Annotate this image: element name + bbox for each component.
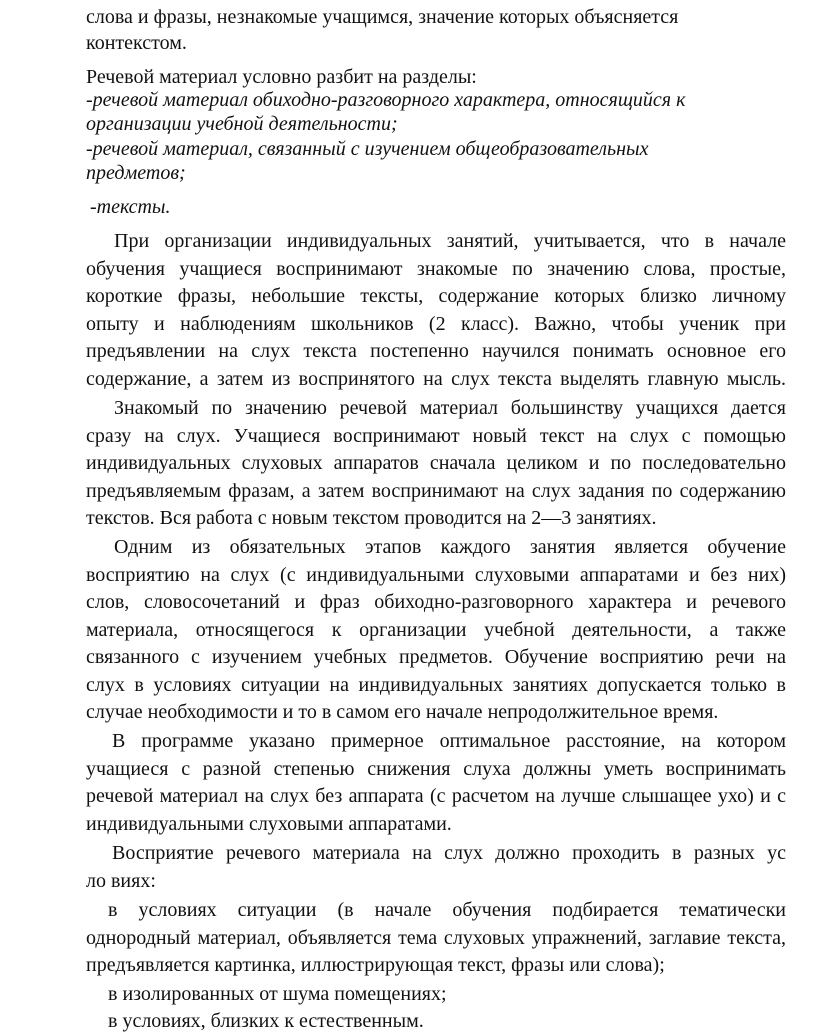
text-line: слова и фразы, незнакомые учащимся, значение которых объясняется [86,6,679,28]
text-line: опыту и наблюдениям школьников (2 класс). Важно, чтобы ученик при [86,313,786,335]
text-line: случае необходимости и то в самом его начале непродолжительное время. [86,701,719,723]
text-line: В программе указано примерное оптимальное расстояние, на котором [112,730,786,752]
text-line: содержание, а затем из воспринятого на слух текста выделять главную мысль. [86,368,786,390]
text-line: речевой материал на слух без аппарата (с расчетом на лучше слышащее ухо) и с [86,785,786,807]
text-line: ло виях: [86,870,156,892]
text-line: индивидуальных слуховых аппаратов сначала целиком и по последовательно [86,452,786,474]
text-line: текстов. Вся работа с новым текстом проводится на 2—3 занятиях. [86,507,657,529]
text-line: в условиях ситуации (в начале обучения подбирается тематически [108,899,786,921]
text-line: При организации индивидуальных занятий, учитывается, что в начале [114,230,786,252]
text-line: Речевой материал условно разбит на разделы: [86,66,477,88]
text-line: материала, относящегося к организации учебной деятельности, а также [86,619,786,641]
text-line: в изолированных от шума помещениях; [108,983,447,1005]
text-line: -тексты. [90,196,171,218]
text-line: в условиях, близких к естественным. [108,1010,424,1032]
text-line: индивидуальными слуховыми аппаратами. [86,813,452,835]
text-line: организации учебной деятельности; [86,113,398,135]
text-line: Знакомый по значению речевой материал большинству учащихся дается [114,397,786,419]
text-line: контекстом. [86,32,187,54]
text-line: Восприятие речевого материала на слух должно проходить в разных ус [112,842,786,864]
text-line: короткие фразы, небольшие тексты, содержание которых близко личному [86,285,786,307]
text-line: обучения учащиеся воспринимают знакомые по значению слова, простые, [86,258,786,280]
text-line: учащиеся с разной степенью снижения слуха должны уметь воспринимать [86,758,786,780]
text-line: предъявляемым фразам, а затем воспринимают на слух задания по содержанию [86,480,786,502]
text-line: предметов; [86,162,186,184]
text-line: -речевой материал, связанный с изучением общеобразовательных [86,138,649,160]
text-line: слов, словосочетаний и фраз обиходно-разговорного характера и речевого [86,591,786,613]
text-line: однородный материал, объявляется тема слуховых упражнений, заглавие текста, [86,927,786,949]
text-line: -речевой материал обиходно-разговорного характера, относящийся к [86,89,686,111]
text-line: Одним из обязательных этапов каждого занятия является обучение [114,536,786,558]
text-line: восприятию на слух (с индивидуальными слуховыми аппаратами и без них) [86,564,786,586]
text-line: связанного с изучением учебных предметов. Обучение восприятию речи на [86,646,786,668]
text-line: предъявляется картинка, иллюстрирующая текст, фразы или слова); [86,954,665,976]
text-line: предъявлении на слух текста постепенно научился понимать основное его [86,340,786,362]
text-line: слух в условиях ситуации на индивидуальных занятиях допускается только в [86,674,786,696]
text-line: сразу на слух. Учащиеся воспринимают новый текст на слух с помощью [86,425,786,447]
